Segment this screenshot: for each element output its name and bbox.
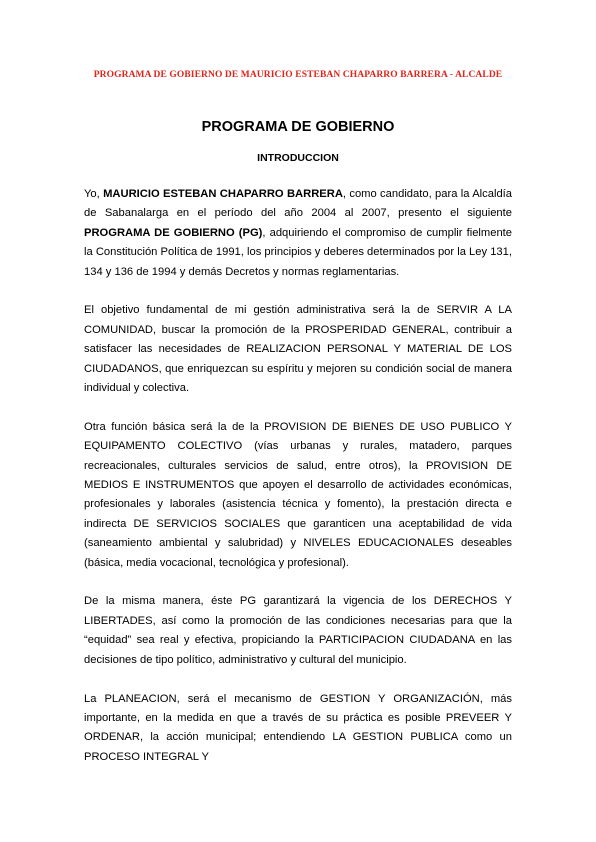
document-header: PROGRAMA DE GOBIERNO DE MAURICIO ESTEBAN CHAPARRO BARRERA - ALCALDE [93,70,503,80]
paragraph-3: Otra función básica será la de la PROVISION DE BIENES DE USO PUBLICO Y EQUIPAMENTO COLECTIVO (vías urbanas y rurales, matadero, parques recreacionales, culturales servicios de salud, entre otros), la PROVISION DE MEDIOS E INSTRUMENTOS que apoyen el desarrollo de actividades económicas, profesionales y laborales (asistencia técnica y fomento), la prestación directa e indirecta DE SERVICIOS SOCIALES que garanticen una aceptabilidad de vida (saneamiento ambiental y salubridad) y NIVELES EDUCACIONALES deseables (básica, media vocacional, tecnológica y profesional). [84,420,512,569]
paragraph-1-text-c: , adquiriendo el compromiso de cumplir fielmente la Constitución Política de 1991, los principios y deberes determinados por la Ley 131, 134 y 136 de 1994 y demás Decretos y normas reglamentarias. [84,226,512,278]
paragraph-2: El objetivo fundamental de mi gestión administrativa será la de SERVIR A LA COMUNIDAD, buscar la promoción de la PROSPERIDAD GENERAL, contribuir a satisfacer las necesidades de REALIZACION PERSONAL Y MATERIAL DE LOS CIUDADANOS, que enriquezcan su espíritu y mejoren su condición social de manera individual y colectiva. [84,304,512,395]
paragraph-5: La PLANEACION, será el mecanismo de GESTION Y ORGANIZACIÓN, más importante, en la medida en que a través de su práctica es posible PREVEER Y ORDENAR, la acción municipal; entendiendo LA GESTION PUBLICA como un PROCESO INTEGRAL Y [84,692,512,763]
paragraph-4: De la misma manera, éste PG garantizará la vigencia de los DERECHOS Y LIBERTADES, así como la promoción de las condiciones necesarias para que la “equidad” sea real y efectiva, propiciando la PARTICIPACION CIUDADANA en las decisiones de tipo político, administrativo y cultural del municipio. [84,595,512,666]
paragraph-1-text-a: Yo, [84,188,104,200]
document-title: PROGRAMA DE GOBIERNO [201,119,395,135]
section-heading: INTRODUCCION [257,152,339,164]
document-body [84,185,512,787]
paragraph-1-text-b: , como candidato, para la Alcaldía de Sabanalarga en el período del año 2004 al 2007, presento el siguiente [84,188,512,220]
paragraph-1 [84,185,512,282]
program-name: PROGRAMA DE GOBIERNO (PG) [84,226,263,239]
candidate-name: MAURICIO ESTEBAN CHAPARRO BARRERA [103,188,343,200]
